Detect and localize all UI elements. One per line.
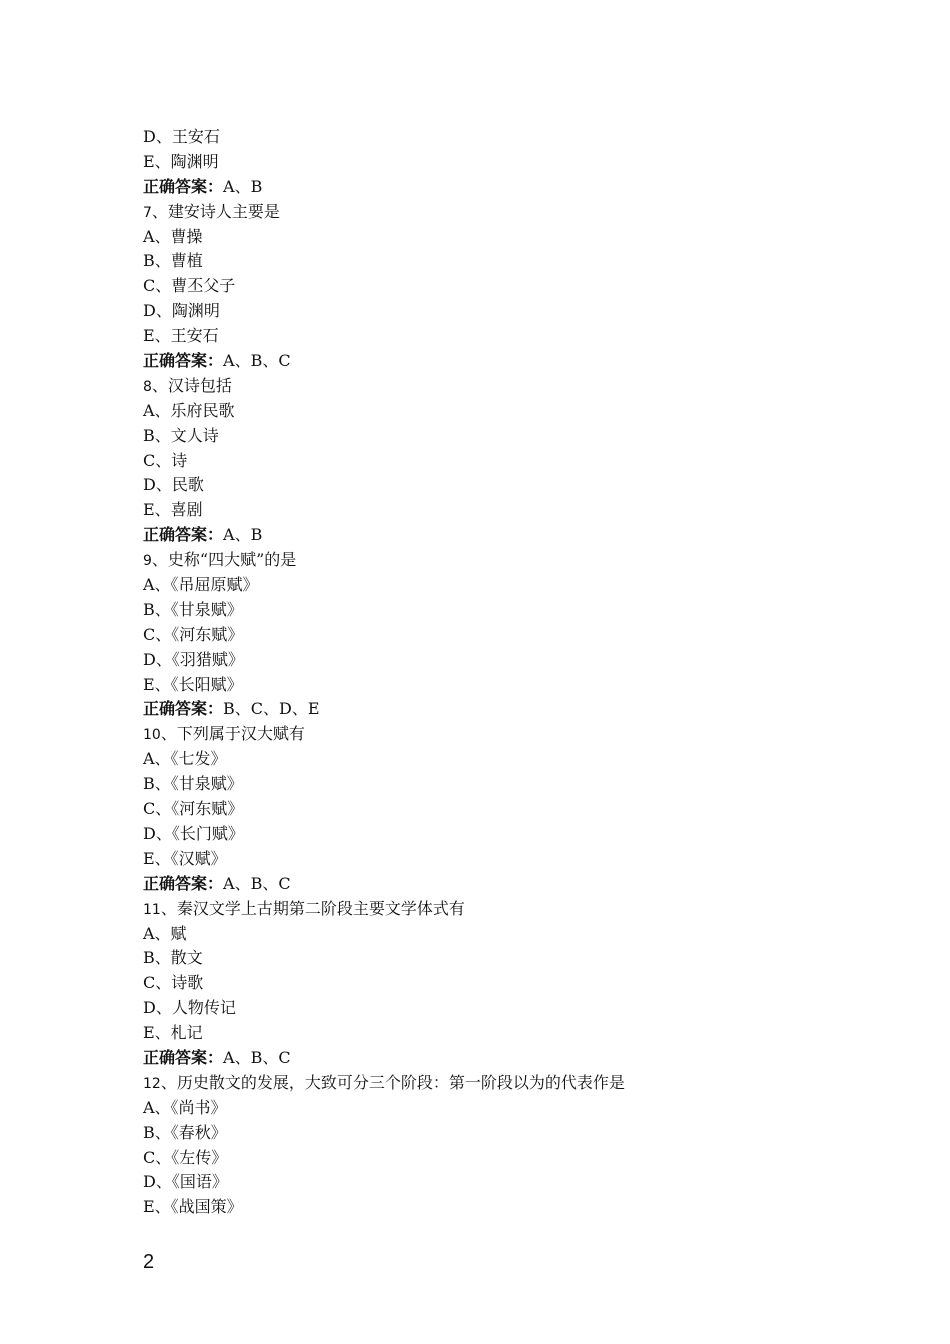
question-line <box>143 897 843 922</box>
answer-line <box>143 175 843 200</box>
question-line <box>143 548 843 573</box>
option-line: E、《汉赋》 <box>143 848 227 868</box>
option-line: D、王安石 <box>143 127 220 146</box>
answer-label: 正确答案： <box>143 1047 224 1067</box>
option-line: B、《春秋》 <box>143 1122 227 1142</box>
question-number: 7 <box>143 204 152 221</box>
option-line: C、诗 <box>143 450 188 470</box>
answer-label: 正确答案： <box>143 699 224 719</box>
answer-value: A、B <box>223 176 263 196</box>
option-line: E、王安石 <box>143 326 219 346</box>
option-line: B、曹植 <box>143 251 203 271</box>
option-line: E、札记 <box>143 1023 203 1043</box>
option-line: D、民歌 <box>143 475 204 495</box>
option-line: B、《甘泉赋》 <box>143 774 243 794</box>
question-number: 12 <box>143 1075 161 1092</box>
question-text: 、汉诗包括 <box>151 375 232 395</box>
option-line: D、《长门赋》 <box>143 823 244 843</box>
question-text: 、建安诗人主要是 <box>151 201 280 221</box>
question-text: 、历史散文的发展，大致可分三个阶段：第一阶段以为的代表作是 <box>160 1072 625 1092</box>
option-line: B、文人诗 <box>143 425 219 445</box>
option-line: A、《吊屈原赋》 <box>143 575 259 595</box>
option-line: D、《羽猎赋》 <box>143 649 244 669</box>
option-line: E、《长阳赋》 <box>143 674 243 694</box>
question-number: 10 <box>143 727 161 744</box>
option-line: A、赋 <box>143 923 187 943</box>
option-line: E、陶渊明 <box>143 151 219 171</box>
question-line <box>143 1071 843 1096</box>
answer-value: A、B、C <box>223 351 291 371</box>
option-line: D、人物传记 <box>143 998 236 1018</box>
answer-label: 正确答案： <box>143 873 224 893</box>
answer-line <box>143 523 843 548</box>
option-line: E、喜剧 <box>143 500 203 520</box>
question-text: 、秦汉文学上古期第二阶段主要文学体式有 <box>160 898 465 918</box>
option-line: C、《左传》 <box>143 1147 228 1167</box>
question-line <box>143 200 843 225</box>
option-line: B、《甘泉赋》 <box>143 599 243 619</box>
option-line: C、《河东赋》 <box>143 799 244 819</box>
question-number: 8 <box>143 378 152 395</box>
page-number: 2 <box>143 1251 155 1273</box>
option-line: A、《七发》 <box>143 749 227 769</box>
option-line: A、《尚书》 <box>143 1097 227 1117</box>
answer-label: 正确答案： <box>143 525 224 545</box>
question-text: 、下列属于汉大赋有 <box>160 724 305 744</box>
answer-label: 正确答案： <box>143 351 224 371</box>
option-line: D、《国语》 <box>143 1172 228 1192</box>
option-line: C、诗歌 <box>143 973 204 993</box>
answer-line <box>143 349 843 374</box>
option-line: C、曹丕父子 <box>143 276 236 296</box>
answer-value: A、B、C <box>223 1047 291 1067</box>
answer-label: 正确答案： <box>143 176 224 196</box>
answer-line <box>143 1046 843 1071</box>
document-body <box>143 125 843 1220</box>
answer-line <box>143 872 843 897</box>
option-line: A、曹操 <box>143 226 203 246</box>
question-text: 、史称“四大赋”的是 <box>151 550 297 570</box>
option-line: B、散文 <box>143 948 203 968</box>
answer-value: A、B <box>223 525 263 545</box>
question-line <box>143 374 843 399</box>
question-number: 9 <box>143 553 152 570</box>
answer-value: B、C、D、E <box>223 699 320 719</box>
option-line: C、《河东赋》 <box>143 624 244 644</box>
option-line: A、乐府民歌 <box>143 400 235 420</box>
answer-value: A、B、C <box>223 873 291 893</box>
question-number: 11 <box>143 901 161 918</box>
option-line: E、《战国策》 <box>143 1197 243 1217</box>
option-line: D、陶渊明 <box>143 301 220 321</box>
question-line <box>143 722 843 747</box>
answer-line <box>143 697 843 722</box>
